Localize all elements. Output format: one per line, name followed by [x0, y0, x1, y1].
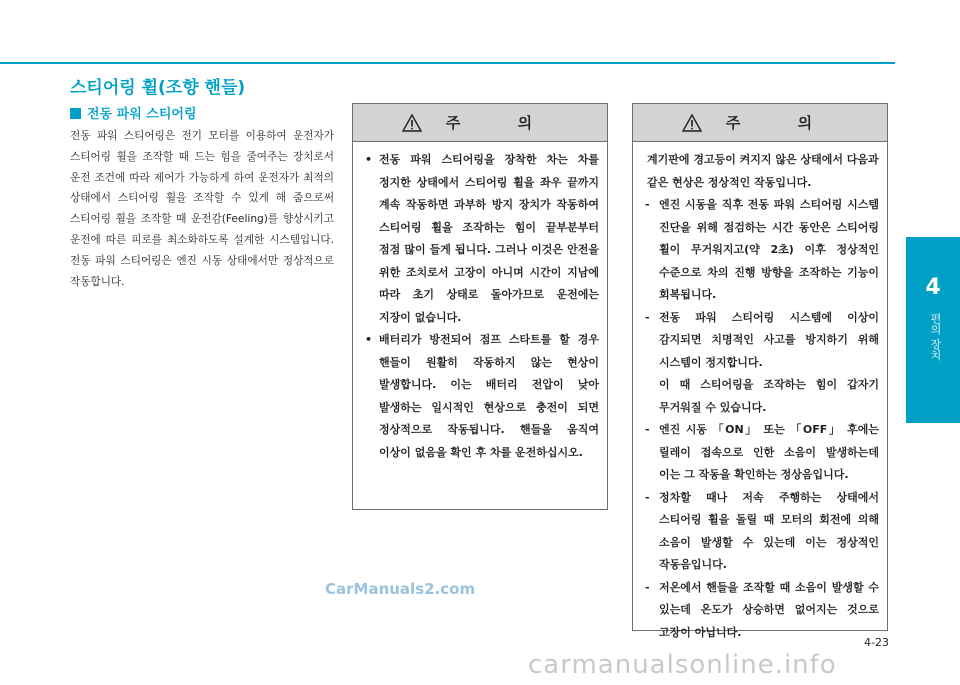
caution-item	[645, 487, 879, 577]
caution-item-text: 배터리가 방전되어 점프 스타트를 할 경우 핸들이 원활히 작동하지 않는 현상이 발생합니다. 이는 배터리 전압이 낮아 발생하는 일시적인 현상으로 충전이 되면 정상적으로 작동됩니다. 핸들을 움직여 이상이 없음을 확인 후 차를 운전하십시오.	[379, 333, 599, 459]
caution-body	[353, 142, 607, 464]
chapter-number: 4	[925, 275, 941, 300]
top-rule	[0, 62, 895, 64]
caution-item-text: 엔진 시동 「ON」 또는 「OFF」 후에는 릴레이 접속으로 인한 소음이 발생하는데 이는 그 작동을 확인하는 정상음입니다.	[659, 423, 879, 481]
dash-mark: -	[645, 310, 650, 324]
caution-title: 주 의	[445, 114, 559, 132]
caution-item-text: 전동 파워 스티어링을 장착한 차는 차를 정지한 상태에서 스티어링 휠을 좌우 끝까지 계속 작동하면 과부하 방지 장치가 작동하여 스티어링 휠을 조작하는 힘이 끝부분부터 점점 많이 들게 됩니다. 그러나 이것은 안전을 위한 조치로서 고장이 아니며 시간이 지남에 따라 초기 상태로 돌아가므로 운전에는 지장이 없습니다.	[379, 153, 599, 324]
footer-site-watermark: carmanualsonline.info	[528, 650, 837, 680]
caution-box-right	[632, 103, 888, 639]
caution-box-left	[352, 103, 608, 510]
caution-item	[365, 149, 599, 329]
chapter-tab	[906, 237, 960, 423]
caution-header	[633, 104, 887, 142]
section-title: 스티어링 휠(조향 핸들)	[70, 78, 246, 98]
watermark: CarManuals2.com	[325, 580, 476, 598]
caution-item	[645, 419, 879, 487]
dash-mark: -	[645, 580, 650, 594]
chapter-label: 편의 장치	[929, 313, 942, 361]
caution-item-text: 전동 파워 스티어링 시스템에 이상이 감지되면 치명적인 사고를 방지하기 위해 시스템이 정지합니다.	[659, 310, 879, 369]
warning-triangle-icon	[402, 114, 422, 132]
caution-body	[633, 142, 887, 644]
caution-item-text: 저온에서 핸들을 조작할 때 소음이 발생할 수 있는데 온도가 상승하면 없어지는 것으로 고장이 아닙니다.	[659, 580, 879, 639]
dash-mark: -	[645, 423, 650, 436]
sub-title	[70, 103, 197, 122]
caution-header	[353, 104, 607, 142]
caution-item	[365, 329, 599, 464]
caution-item	[645, 307, 879, 420]
bullet-mark: •	[365, 333, 373, 346]
dash-mark: -	[645, 490, 650, 504]
warning-triangle-icon	[682, 114, 702, 132]
dash-mark: -	[645, 198, 650, 211]
caution-item-subtext: 이 때 스티어링을 조작하는 힘이 갑자기 무거워질 수 있습니다.	[659, 378, 879, 414]
bullet-mark: •	[365, 153, 373, 166]
page-number: 4-23	[864, 636, 889, 649]
caution-item-text: 정차할 때나 저속 주행하는 상태에서 스티어링 휠을 돌릴 때 모터의 회전에 의해 소음이 발생할 수 있는데 이는 정상적인 작동음입니다.	[659, 490, 879, 571]
sub-title-text: 전동 파워 스티어링	[87, 107, 197, 122]
caution-item-text: 엔진 시동을 직후 전동 파워 스티어링 시스템 진단을 위해 점검하는 시간 동안은 스티어링 휠이 무거워지고(약 2초) 이후 정상적인 수준으로 차의 진행 방향을 조작하는 기능이 회복됩니다.	[659, 198, 879, 301]
square-bullet-icon	[70, 108, 81, 119]
caution-item	[645, 577, 879, 645]
caution-intro: 계기판에 경고등이 켜지지 않은 상태에서 다음과 같은 현상은 정상적인 작동입니다.	[647, 153, 879, 189]
body-paragraph: 전동 파워 스티어링은 전기 모터를 이용하여 운전자가 스티어링 휠을 조작할 때 드는 힘을 줄여주는 장치로서 운전 조건에 따라 제어가 가능하게 하여 운전자가 최적의 상태에서 스티어링 휠을 조작할 수 있게 해 줌으로써 스티어링 휠을 조작할 때 운전감(Feeling)를 향상시키고 운전에 따른 피로를 최소화하도록 설계한 시스템입니다. 전동 파워 스티어링은 엔진 시동 상태에서만 정상적으로 작동합니다.	[70, 130, 334, 288]
caution-title: 주 의	[725, 114, 839, 132]
caution-item	[645, 194, 879, 307]
